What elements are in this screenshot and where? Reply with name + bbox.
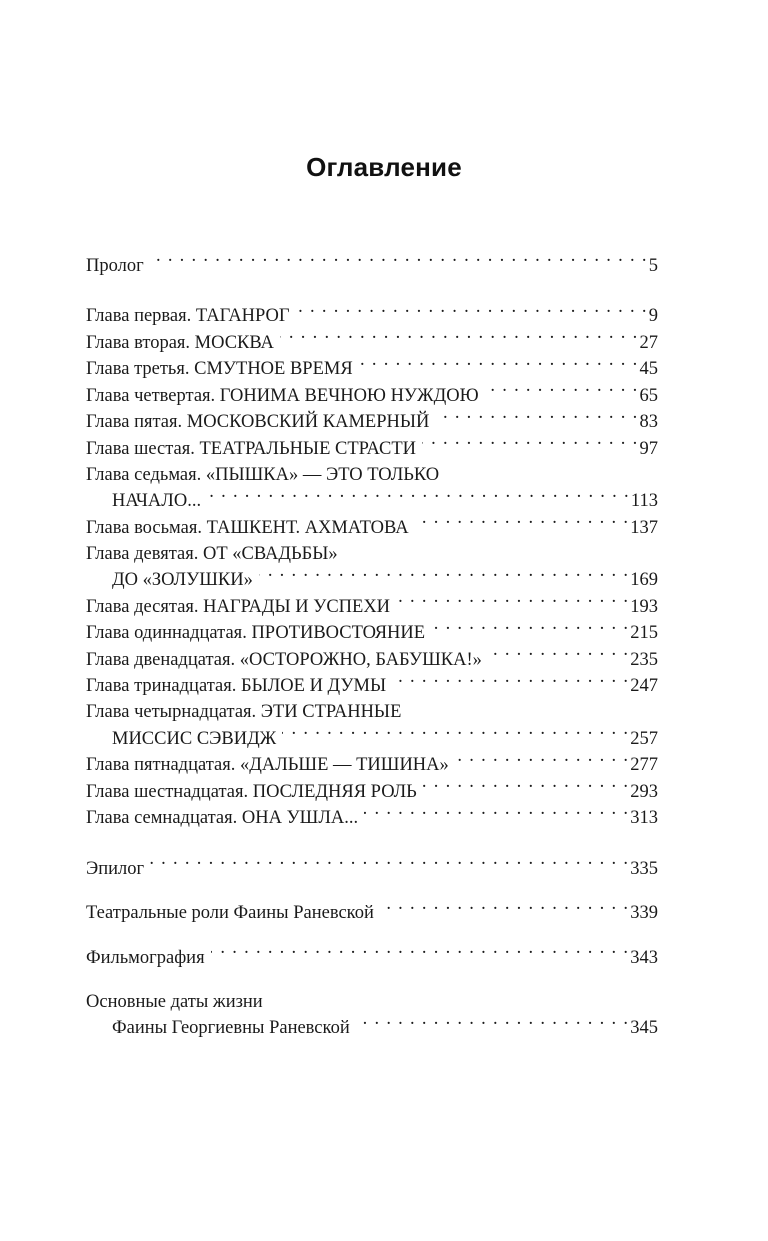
dot-leader: [356, 1015, 630, 1034]
toc-entry-line: [86, 778, 658, 805]
toc-entry-label: Глава третья. СМУТНОЕ ВРЕМЯ: [86, 359, 353, 379]
dot-leader: [422, 435, 639, 454]
toc-entry[interactable]: [86, 673, 658, 700]
toc-page-number: 343: [630, 947, 658, 968]
toc-entry-label: ДО «ЗОЛУШКИ»: [112, 570, 253, 590]
dot-leader: [435, 409, 638, 428]
toc-entry-label: Глава пятая. МОСКОВСКИЙ КАМЕРНЫЙ: [86, 412, 430, 432]
toc-entry-label: Фильмография: [86, 947, 205, 968]
dot-leader: [296, 303, 648, 322]
toc-entry[interactable]: [86, 778, 658, 805]
toc-page-number: 83: [639, 412, 658, 432]
toc-group-chapters: [86, 303, 658, 832]
toc-entry-line: [86, 356, 658, 383]
toc-entry-line: [86, 488, 658, 515]
dot-leader: [431, 620, 629, 639]
toc-page-number: 169: [630, 570, 658, 590]
toc-entry-label: НАЧАЛО...: [112, 491, 202, 511]
toc-entry-label: Глава девятая. ОТ «СВАДЬБЫ»: [86, 543, 338, 564]
toc-entry[interactable]: [86, 989, 658, 1042]
toc-group-back-matter: [86, 855, 658, 1041]
dot-leader: [211, 944, 630, 963]
dot-leader: [280, 329, 639, 348]
toc-page-number: 247: [630, 676, 658, 696]
toc-page-number: 97: [639, 438, 658, 459]
toc-entry-line: [86, 699, 658, 725]
toc-entry-label: Глава десятая. НАГРАДЫ И УСПЕХИ: [86, 596, 391, 617]
toc-entry[interactable]: [86, 593, 658, 620]
page-title: Оглавление: [306, 152, 462, 182]
toc-entry[interactable]: [86, 252, 658, 279]
toc-entry-label: Театральные роли Фаины Раневской: [86, 903, 374, 923]
toc-entry[interactable]: [86, 382, 658, 409]
toc-entry[interactable]: [86, 620, 658, 647]
toc-page-number: 9: [648, 306, 658, 326]
toc-entry-line: [86, 620, 658, 647]
toc-entry[interactable]: [86, 514, 658, 541]
toc-page-number: 137: [630, 517, 658, 538]
toc-entry-line: [86, 989, 658, 1015]
dot-leader: [423, 778, 629, 797]
toc-entry-line: [86, 567, 658, 594]
toc-entry-label: Глава семнадцатая. ОНА УШЛА...: [86, 808, 359, 828]
toc-entry[interactable]: [86, 329, 658, 356]
toc-entry[interactable]: [86, 646, 658, 673]
toc-entry-line: [86, 673, 658, 700]
toc-entry-line: [86, 252, 658, 279]
toc-entry-label: Глава восьмая. ТАШКЕНТ. АХМАТОВА: [86, 517, 409, 538]
toc-entry-label: Глава двенадцатая. «ОСТОРОЖНО, БАБУШКА!»: [86, 649, 482, 670]
toc-entry-line: [86, 462, 658, 488]
toc-entry-line: [86, 855, 658, 882]
toc-page-number: 277: [630, 755, 658, 775]
toc-entry-label: Глава седьмая. «ПЫШКА» — ЭТО ТОЛЬКО: [86, 464, 440, 485]
toc-entry-line: [86, 303, 658, 330]
toc-entry[interactable]: [86, 462, 658, 515]
dot-leader: [150, 855, 629, 874]
dot-leader: [259, 567, 629, 586]
toc-page-number: 27: [639, 332, 658, 353]
table-of-contents: [86, 252, 658, 1041]
toc-entry[interactable]: [86, 805, 658, 832]
dot-leader: [455, 752, 629, 771]
toc-page-number: 235: [630, 649, 658, 670]
toc-entry[interactable]: [86, 409, 658, 436]
toc-entry[interactable]: [86, 699, 658, 752]
toc-entry-line: [86, 514, 658, 541]
toc-page-number: 257: [630, 728, 658, 749]
toc-entry-label: Глава первая. ТАГАНРОГ: [86, 306, 290, 326]
toc-entry-label: Глава одиннадцатая. ПРОТИВОСТОЯНИЕ: [86, 623, 426, 643]
toc-entry-line: [86, 944, 658, 971]
dot-leader: [415, 514, 630, 533]
toc-page-number: 313: [630, 808, 658, 828]
toc-entry-label: Глава пятнадцатая. «ДАЛЬШЕ — ТИШИНА»: [86, 755, 449, 775]
toc-group-front-matter: [86, 252, 658, 279]
toc-entry-label: Основные даты жизни: [86, 991, 263, 1012]
dot-leader: [207, 488, 630, 507]
toc-entry[interactable]: [86, 900, 658, 927]
dot-leader: [380, 900, 629, 919]
toc-entry-label: Пролог: [86, 255, 144, 276]
toc-entry-line: [86, 725, 658, 752]
toc-entry-line: [86, 435, 658, 462]
dot-leader: [150, 252, 648, 271]
toc-page-number: 45: [639, 359, 658, 379]
dot-leader: [282, 725, 629, 744]
toc-page-number: 215: [630, 623, 658, 643]
dot-leader: [364, 805, 629, 824]
toc-entry-line: [86, 646, 658, 673]
dot-leader: [392, 673, 629, 692]
toc-page-number: 65: [639, 385, 658, 406]
toc-entry-label: Глава вторая. МОСКВА: [86, 332, 274, 353]
toc-entry-label: Глава четвертая. ГОНИМА ВЕЧНОЮ НУЖДОЮ: [86, 385, 479, 406]
toc-entry-label: Глава шестая. ТЕАТРАЛЬНЫЕ СТРАСТИ: [86, 438, 416, 459]
toc-entry-label: Фаины Георгиевны Раневской: [112, 1018, 350, 1038]
toc-entry-line: [86, 382, 658, 409]
toc-entry-line: [86, 593, 658, 620]
toc-entry[interactable]: [86, 855, 658, 882]
toc-entry[interactable]: [86, 541, 658, 594]
dot-leader: [396, 593, 629, 612]
toc-entry-line: [86, 752, 658, 779]
dot-leader: [359, 356, 639, 375]
toc-entry-line: [86, 900, 658, 927]
toc-entry-label: МИССИС СЭВИДЖ: [112, 728, 277, 749]
toc-entry[interactable]: [86, 435, 658, 462]
toc-page-number: 345: [630, 1018, 658, 1038]
toc-page-number: 339: [630, 903, 658, 923]
toc-entry[interactable]: [86, 944, 658, 971]
toc-entry-line: [86, 409, 658, 436]
toc-page-number: 335: [630, 858, 658, 879]
toc-page-number: 113: [630, 491, 658, 511]
dot-leader: [485, 382, 639, 401]
toc-entry[interactable]: [86, 303, 658, 330]
toc-entry-label: Эпилог: [86, 858, 145, 879]
toc-page-number: 293: [630, 781, 658, 802]
dot-leader: [488, 646, 629, 665]
toc-entry-label: Глава тринадцатая. БЫЛОЕ И ДУМЫ: [86, 676, 387, 696]
toc-page-number: 193: [630, 596, 658, 617]
toc-entry-label: Глава четырнадцатая. ЭТИ СТРАННЫЕ: [86, 702, 402, 722]
toc-entry-label: Глава шестнадцатая. ПОСЛЕДНЯЯ РОЛЬ: [86, 781, 417, 802]
toc-entry-line: [86, 805, 658, 832]
toc-entry-line: [86, 541, 658, 567]
toc-page-number: 5: [648, 255, 658, 276]
toc-entry-line: [86, 329, 658, 356]
toc-entry[interactable]: [86, 752, 658, 779]
toc-entry[interactable]: [86, 356, 658, 383]
toc-entry-line: [86, 1015, 658, 1042]
